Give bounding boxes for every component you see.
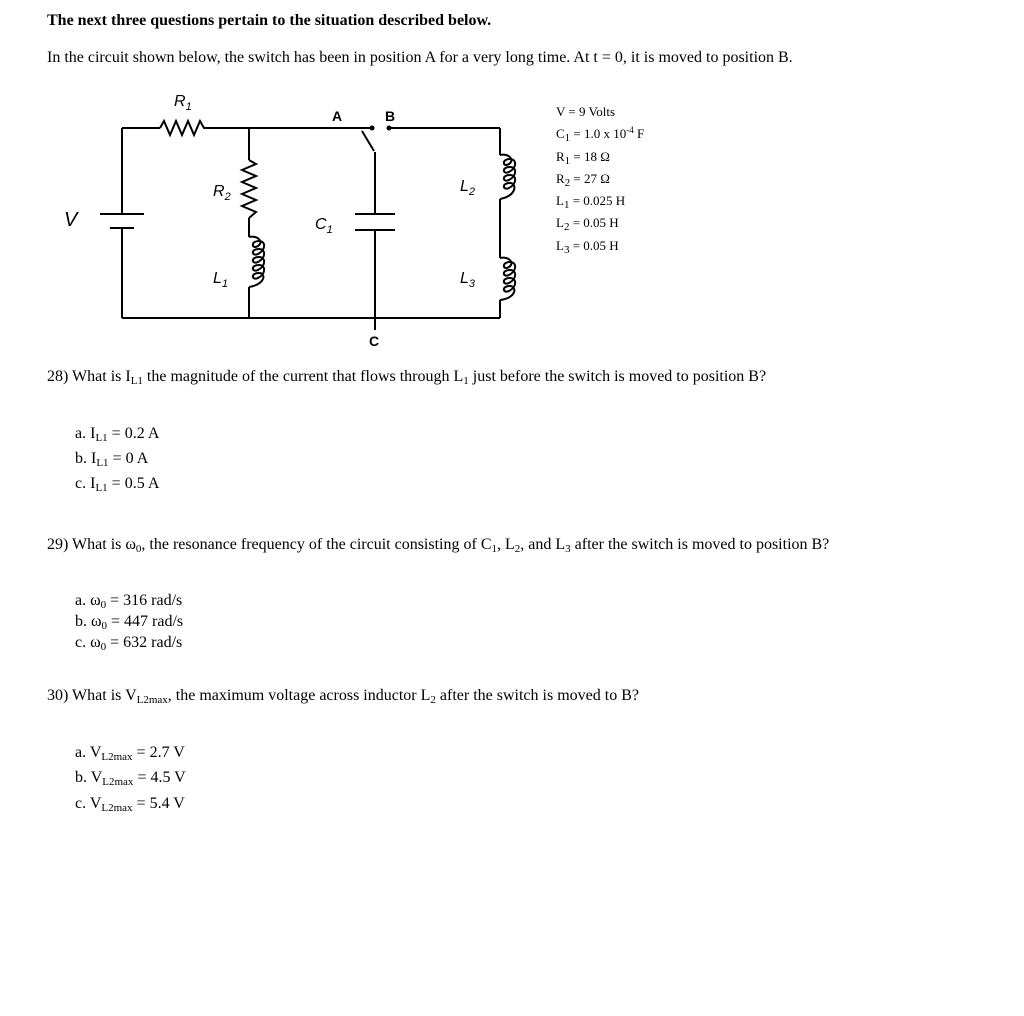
q30-option-a: a. $V_{L2max} = 2.7$ V	[75, 744, 185, 763]
q30-option-c: c. $V_{L2max} = 5.4$ V	[75, 795, 185, 814]
value-c1: $C_1 = 1.0$ x $10^{-4}$ F	[556, 125, 645, 145]
value-r2: $R_2 = 27$ Ω	[556, 170, 610, 189]
switch-blade	[362, 131, 374, 151]
circuit-diagram	[0, 0, 1024, 360]
label-l3: $L_3$	[460, 270, 476, 290]
q30-option-b: b. $V_{L2max} = 4.5$ V	[75, 769, 186, 788]
label-l1: $L_1$	[213, 270, 229, 290]
value-v: V = 9 Volts	[556, 104, 615, 119]
resistor-r1	[160, 121, 208, 135]
q29-option-c: c. $\omega_0 = 632$ rad/s	[75, 634, 183, 653]
switch-contact-a	[370, 126, 375, 131]
q28-option-b: b. $I_{L1} = 0$ A	[75, 450, 149, 469]
label-v: V	[64, 209, 78, 231]
question-29: 29) What is $\omega_0$, the resonance frequency of the circuit consisting of $C_1$, $L_2$, and $L_3$ after the switch is moved to position B?	[47, 536, 830, 555]
inductor-l3	[500, 258, 515, 300]
intro-text: In the circuit shown below, the switch has been in position A for a very long time. At t = 0, it is moved to position B.	[47, 49, 793, 66]
label-c: C	[369, 333, 380, 349]
q29-option-b: b. $\omega_0 = 447$ rad/s	[75, 613, 184, 632]
resistor-r2	[242, 160, 256, 218]
component-values	[556, 101, 644, 257]
q28-option-c: c. $I_{L1} = 0.5$ A	[75, 475, 160, 494]
question-30: 30) What is $V_{L2max}$, the maximum voltage across inductor $L_2$ after the switch is moved to B?	[47, 687, 639, 706]
question-28: 28) What is $I_{L1}$ the magnitude of the current that flows through $L_1$ just before the switch is moved to position B?	[47, 368, 767, 387]
value-r1: $R_1 = 18$ Ω	[556, 148, 610, 167]
value-l3: $L_3 = 0.05$ H	[556, 237, 619, 256]
label-b: B	[385, 108, 396, 124]
value-l2: $L_2 = 0.05$ H	[556, 215, 619, 234]
q28-option-a: a. $I_{L1} = 0.2$ A	[75, 425, 160, 444]
label-c1: $C_1$	[315, 216, 333, 236]
label-r2: $R_2$	[213, 183, 231, 203]
q29-option-a: a. $\omega_0 = 316$ rad/s	[75, 592, 183, 611]
switch-contact-b	[387, 126, 392, 131]
inductor-l1	[249, 237, 264, 287]
section-title: The next three questions pertain to the situation described below.	[47, 12, 492, 29]
label-r1: $R_1$	[174, 93, 192, 113]
label-a: A	[332, 108, 343, 124]
inductor-l2	[500, 155, 515, 199]
value-l1: $L_1 = 0.025$ H	[556, 193, 626, 212]
label-l2: $L_2$	[460, 178, 476, 198]
